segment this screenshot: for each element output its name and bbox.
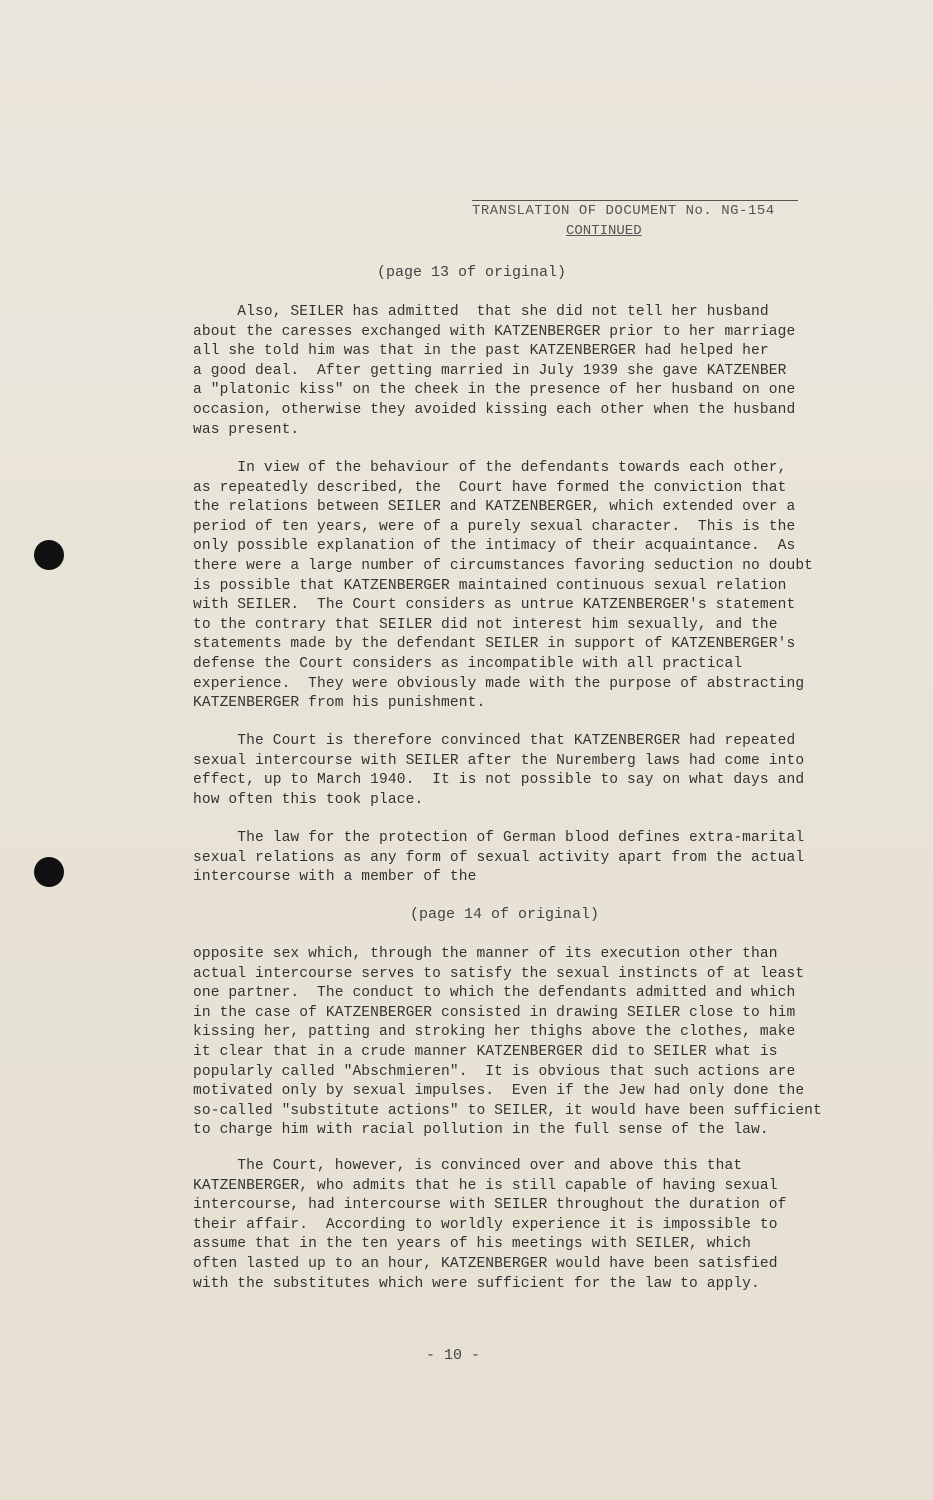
page-note-13: (page 13 of original): [377, 264, 567, 281]
page-note-14: (page 14 of original): [410, 906, 600, 923]
paragraph-6: The Court, however, is convinced over and above this that KATZENBERGER, who admits that he is still capable of having sexual intercourse, had intercourse with SEILER throughout the duration of their affair. According to worldly experience it is impossible to assume that in the ten years of his meetings with SEILER, which often lasted up to an hour, KATZENBERGER would have been satisfied with the substitutes which were sufficient for the law to apply.: [193, 1158, 787, 1292]
punch-hole-lower: [34, 857, 64, 887]
paragraph-4: The law for the protection of German blood defines extra-marital sexual relations as any form of sexual activity apart from the actual intercourse with a member of the: [193, 830, 805, 886]
punch-hole-upper: [34, 540, 64, 570]
document-subtitle: CONTINUED: [566, 223, 642, 239]
paragraph-5: opposite sex which, through the manner of its execution other than actual intercourse serves to satisfy the sexual instincts of at least one partner. The conduct to which the defendants admitted and which in the case of KATZENBERGER consisted in drawing SEILER close to him kissing her, patting and stroking her thighs above the clothes, make it clear that in a crude manner KATZENBERGER did to SEILER what is popularly called "Abschmieren". It is obvious that such actions are motivated only by sexual impulses. Even if the Jew had only done the so-called "substitute actions" to SEILER, it would have been sufficient to charge him with racial pollution in the full sense of the law.: [193, 946, 822, 1139]
page-number: - 10 -: [426, 1347, 481, 1364]
paragraph-1: Also, SEILER has admitted that she did not tell her husband about the caresses exchanged with KATZENBERGER prior to her marriage all she told him was that in the past KATZENBERGER had helped her a good deal. After getting married in July 1939 she gave KATZENBER a "platonic kiss" on the cheek in the presence of her husband on one occasion, otherwise they avoided kissing each other when the husband was present.: [193, 304, 796, 438]
document-title: TRANSLATION OF DOCUMENT No. NG-154: [472, 203, 775, 219]
paragraph-2: In view of the behaviour of the defendants towards each other, as repeatedly described, the Court have formed the conviction that the relations between SEILER and KATZENBERGER, which extended over a period of ten years, were of a purely sexual character. This is the only possible explanation of the intimacy of their acquaintance. As there were a large number of circumstances favoring seduction no doubt is possible that KATZENBERGER maintained continuous sexual relation with SEILER. The Court considers as untrue KATZENBERGER's statement to the contrary that SEILER did not interest him sexually, and the statements made by the defendant SEILER in support of KATZENBERGER's defense the Court considers as incompatible with all practical experience. They were obviously made with the purpose of abstracting KATZENBERGER from his punishment.: [193, 460, 814, 712]
header-rule: [472, 200, 798, 201]
paragraph-3: The Court is therefore convinced that KATZENBERGER had repeated sexual intercourse with SEILER after the Nuremberg laws had come into effect, up to March 1940. It is not possible to say on what days and how often this took place.: [193, 733, 805, 808]
